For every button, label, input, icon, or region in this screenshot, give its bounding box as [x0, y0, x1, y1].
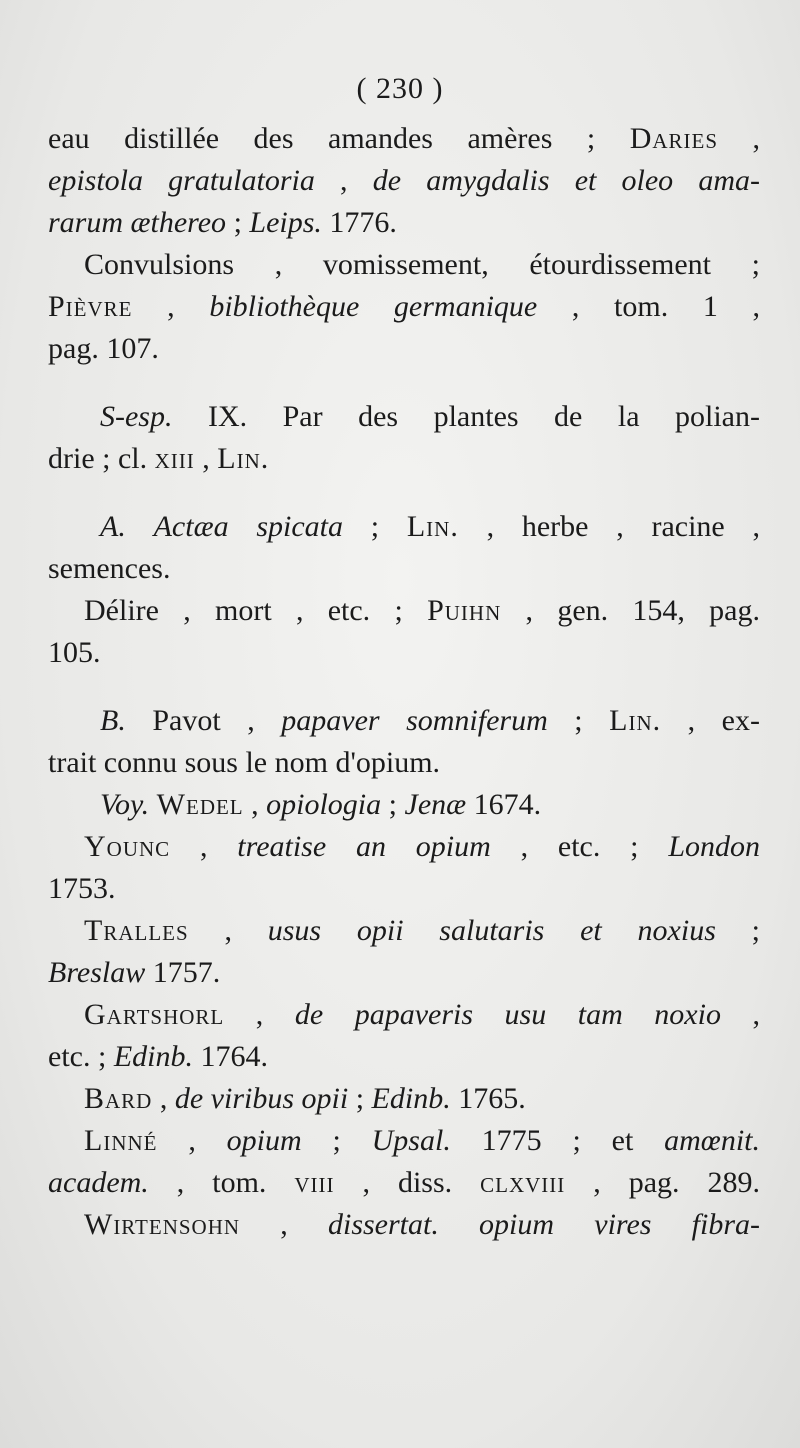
text-span: 1775 ; et	[450, 1124, 665, 1157]
text-span: semences.	[48, 552, 171, 585]
italic-text: Leips.	[249, 206, 322, 239]
italic-text: bibliothèque germanique	[209, 290, 538, 323]
text-span: Pavot ,	[125, 704, 282, 737]
italic-text: amœnit.	[664, 1124, 760, 1157]
small-caps-name: Lin.	[217, 442, 270, 475]
text-line	[48, 868, 760, 910]
text-span: ;	[226, 206, 250, 239]
text-line	[48, 1120, 760, 1162]
text-span: , diss.	[334, 1166, 481, 1199]
text-span: ,	[720, 998, 760, 1031]
text-line	[48, 1204, 760, 1246]
text-line	[48, 1036, 760, 1078]
text-span: ,	[718, 122, 760, 155]
text-span: etc. ;	[48, 1040, 114, 1073]
italic-text: epistola gratulatoria	[48, 164, 315, 197]
italic-text: usus opii salutaris et noxius	[267, 914, 716, 947]
text-span: 1776.	[321, 206, 397, 239]
italic-text: Actæa spicata	[153, 510, 343, 543]
paragraph-gap	[48, 370, 760, 396]
text-line	[48, 910, 760, 952]
small-caps-name: Gartshorl	[84, 998, 225, 1031]
text-span: ;	[343, 510, 407, 543]
text-line	[48, 244, 760, 286]
small-caps-name: Daries	[629, 122, 719, 155]
text-span: Convulsions , vomissement, étourdissement ;	[84, 248, 760, 281]
text-span: ,	[170, 830, 238, 863]
text-line	[48, 118, 760, 160]
small-caps-name: Lin.	[406, 510, 459, 543]
text-line	[48, 160, 760, 202]
text-span: ;	[715, 914, 760, 947]
text-span: 1765.	[450, 1082, 526, 1115]
text-span: , tom.	[148, 1166, 295, 1199]
text-line	[48, 826, 760, 868]
small-caps-name: Wedel	[156, 788, 244, 821]
text-line	[48, 202, 760, 244]
small-caps-name: clxviii	[480, 1166, 566, 1199]
text-line	[48, 952, 760, 994]
italic-text: academ.	[48, 1166, 149, 1199]
text-line	[48, 632, 760, 674]
small-caps-name: Pièvre	[48, 290, 133, 323]
text-span: ;	[301, 1124, 372, 1157]
text-span: , pag. 289.	[565, 1166, 760, 1199]
small-caps-name: Younc	[84, 830, 171, 863]
small-caps-name: Linné	[84, 1124, 158, 1157]
text-span: ,	[224, 998, 295, 1031]
page-text	[48, 118, 760, 1246]
text-span: , tom. 1 ,	[537, 290, 760, 323]
text-span: , gen. 154, pag.	[501, 594, 760, 627]
text-line	[48, 590, 760, 632]
italic-text: Edinb.	[113, 1040, 193, 1073]
small-caps-name: xiii	[154, 442, 195, 475]
italic-text: treatise an opium	[237, 830, 491, 863]
small-caps-name: Lin.	[609, 704, 662, 737]
text-span: ;	[381, 788, 405, 821]
text-span: , herbe , racine ,	[458, 510, 760, 543]
small-caps-name: Wirtensohn	[84, 1208, 241, 1241]
italic-text: opiologia	[266, 788, 382, 821]
paragraph-gap	[48, 674, 760, 700]
text-span: ;	[348, 1082, 372, 1115]
text-span: ,	[132, 290, 210, 323]
text-span: ,	[314, 164, 373, 197]
page-number: ( 230 )	[356, 72, 444, 105]
italic-text: Edinb.	[371, 1082, 451, 1115]
italic-text: B.	[100, 704, 126, 737]
text-span: drie ; cl.	[48, 442, 155, 475]
italic-text: Breslaw	[48, 956, 146, 989]
text-span: 1757.	[145, 956, 221, 989]
italic-text: Voy.	[100, 788, 150, 821]
text-span: pag. 107.	[48, 332, 159, 365]
text-span: trait connu sous le nom d'opium.	[48, 746, 441, 779]
small-caps-name: Tralles	[84, 914, 189, 947]
text-span: ,	[157, 1124, 227, 1157]
text-line	[48, 328, 760, 370]
text-span	[126, 510, 154, 543]
text-span: Délire , mort , etc. ;	[84, 594, 428, 627]
text-line	[48, 506, 760, 548]
text-span: ,	[194, 442, 218, 475]
text-line	[48, 286, 760, 328]
italic-text: opium	[226, 1124, 302, 1157]
italic-text: papaver somniferum	[281, 704, 548, 737]
small-caps-name: Bard	[84, 1082, 153, 1115]
italic-text: dissertat. opium vires fibra-	[327, 1208, 760, 1241]
italic-text: rarum æthereo	[48, 206, 227, 239]
text-span: 1674.	[466, 788, 542, 821]
text-line	[48, 1162, 760, 1204]
text-span: 1764.	[192, 1040, 268, 1073]
italic-text: S-esp.	[100, 400, 173, 433]
paragraph-gap	[48, 480, 760, 506]
small-caps-name: Puihn	[427, 594, 502, 627]
italic-text: de amygdalis et oleo ama-	[372, 164, 760, 197]
text-span: ,	[152, 1082, 175, 1115]
text-line	[48, 396, 760, 438]
italic-text: Upsal.	[371, 1124, 451, 1157]
text-span	[149, 788, 157, 821]
italic-text: Jenæ	[404, 788, 467, 821]
text-span: , etc. ;	[490, 830, 669, 863]
text-line	[48, 1078, 760, 1120]
text-span: IX. Par des plantes de la polian-	[172, 400, 760, 433]
text-span: , ex-	[661, 704, 760, 737]
small-caps-name: viii	[294, 1166, 335, 1199]
italic-text: A.	[100, 510, 126, 543]
text-line	[48, 438, 760, 480]
italic-text: de papaveris usu tam noxio	[294, 998, 721, 1031]
italic-text: de viribus opii	[174, 1082, 349, 1115]
text-span: ,	[188, 914, 268, 947]
text-span: ;	[547, 704, 610, 737]
text-span: 1753.	[48, 872, 116, 905]
text-span: eau distillée des amandes amères ;	[48, 122, 630, 155]
text-line	[48, 700, 760, 742]
text-line	[48, 784, 760, 826]
text-span: ,	[243, 788, 267, 821]
text-span: ,	[240, 1208, 328, 1241]
text-line	[48, 742, 760, 784]
text-line	[48, 548, 760, 590]
text-span: 105.	[48, 636, 101, 669]
text-line	[48, 994, 760, 1036]
italic-text: London	[668, 830, 760, 863]
